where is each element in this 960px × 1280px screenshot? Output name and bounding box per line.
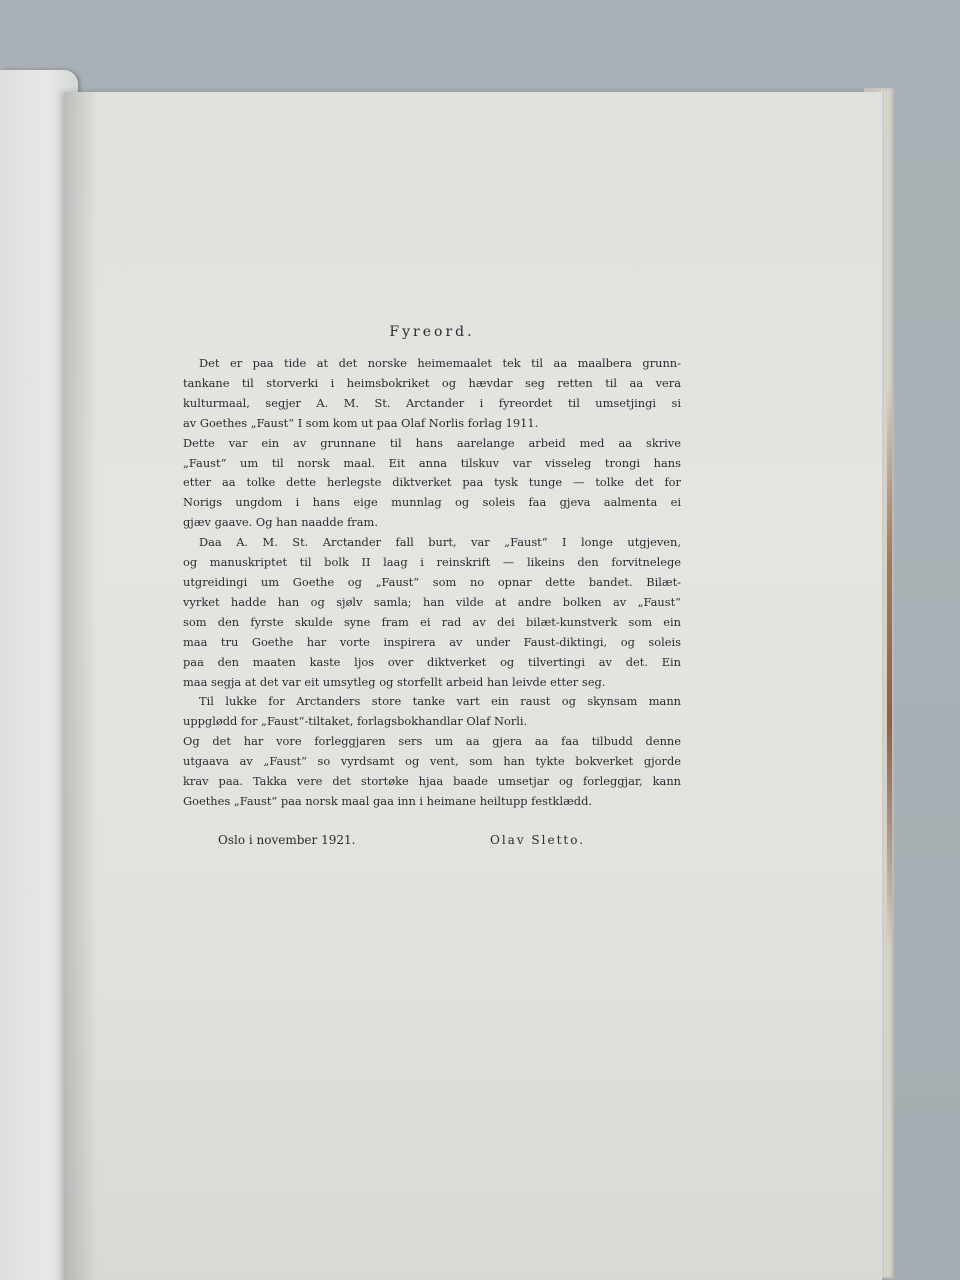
text-line: av Goethes „Faust“ I som kom ut paa Olaf Norlis forlag 1911. [183, 415, 539, 430]
text-line: paa den maaten kaste ljos over diktverket og tilvertingi av det. Ein [183, 654, 681, 669]
text-line: „Faust“ um til norsk maal. Eit anna tilskuv var visseleg trongi hans [183, 455, 681, 470]
text-line: utgaava av „Faust“ so vyrdsamt og vent, som han tykte bokverket gjorde [183, 754, 681, 769]
paragraph-2 [183, 533, 681, 692]
text-line: Til lukke for Arctanders store tanke vart ein raust og skynsam mann [199, 694, 681, 709]
text-line: maa tru Goethe har vorte inspirera av under Faust-diktingi, og soleis [183, 634, 681, 649]
text-line: vyrket hadde han og sjølv samla; han vilde at andre bolken av „Faust“ [183, 594, 681, 609]
text-line: Norigs ungdom i hans eige munnlag og soleis faa gjeva aalmenta ei [183, 495, 681, 510]
text-line: Goethes „Faust“ paa norsk maal gaa inn i heimane heiltupp festklædd. [183, 793, 593, 808]
text-line: maa segja at det var eit umsytleg og storfellt arbeid han leivde etter seg. [183, 674, 606, 689]
text-line: uppglødd for „Faust“-tiltaket, forlagsbokhandlar Olaf Norli. [183, 714, 528, 729]
paragraph-1 [183, 354, 681, 533]
text-line: gjæv gaave. Og han naadde fram. [183, 515, 378, 530]
page-title: Fyreord. [389, 324, 475, 340]
text-line: kulturmaal, segjer A. M. St. Arctander i fyreordet til umsetjingi si [183, 395, 681, 410]
text-line: Og det har vore forleggjaren sers um aa gjera aa faa tilbudd denne [183, 734, 681, 749]
text-line: og manuskriptet til bolk II laag i reinskrift — likeins den forvitnelege [183, 555, 681, 570]
gutter-shadow [64, 92, 98, 1280]
text-line: krav paa. Takka vere det stortøke hjaa baade umsetjar og forleggjar, kann [183, 774, 681, 789]
text-line: utgreidingi um Goethe og „Faust“ som no opnar dette bandet. Bilæt- [183, 574, 681, 589]
text-line: Det er paa tide at det norske heimemaalet tek til aa maalbera grunn- [199, 356, 681, 370]
text-line: etter aa tolke dette herlegste diktverket paa tysk tunge — tolke det for [183, 475, 681, 490]
author-signature: Olav Sletto. [490, 833, 586, 847]
place-date: Oslo i november 1921. [218, 833, 356, 847]
text-line: tankane til storverki i heimsbokriket og hævdar seg retten til aa vera [183, 375, 681, 390]
edge-stain [887, 388, 892, 948]
preface-text [183, 322, 681, 812]
paragraph-3 [183, 692, 681, 811]
text-line: Dette var ein av grunnane til hans aarelange arbeid med aa skrive [183, 435, 681, 450]
text-line: som den fyrste skulde syne fram ei rad av dei bilæt-kunstverk som ein [183, 614, 681, 629]
text-line: Daa A. M. St. Arctander fall burt, var „Faust“ I longe utgjeven, [199, 535, 681, 550]
